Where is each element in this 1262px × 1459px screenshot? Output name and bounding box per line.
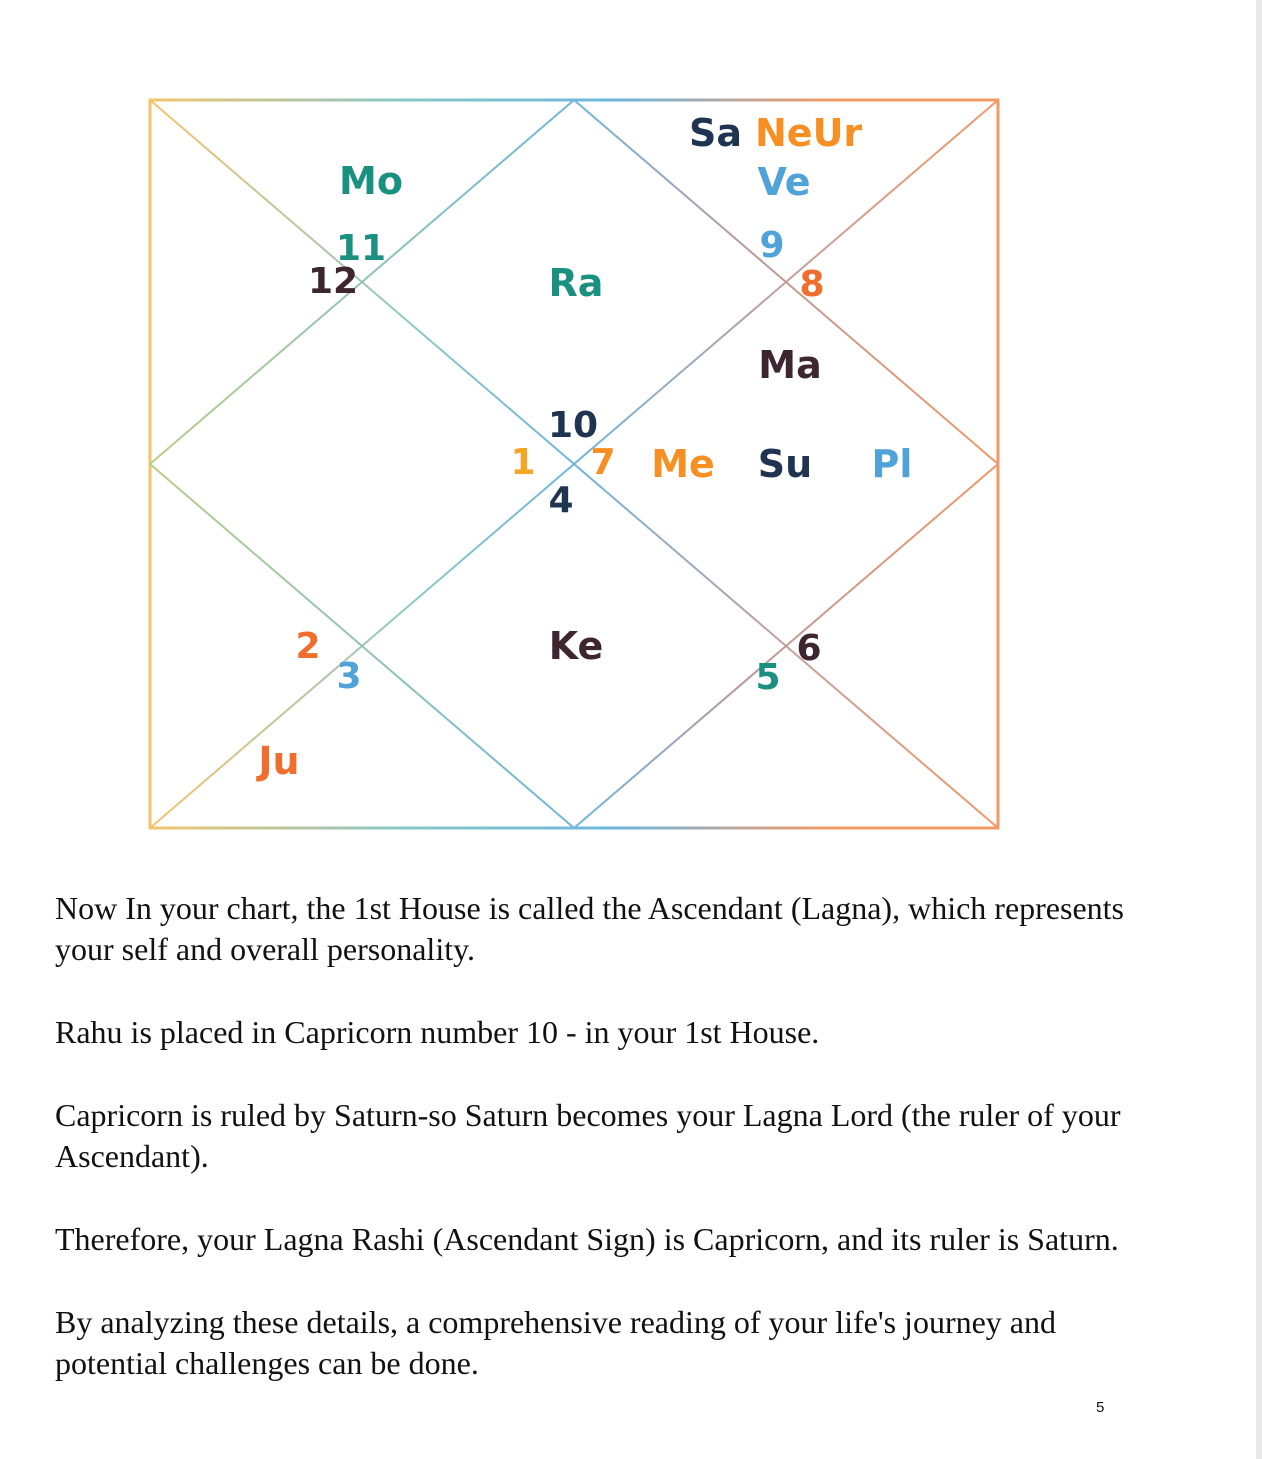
sign-number-3: 3	[336, 656, 362, 697]
planet-saturn: Sa	[689, 111, 743, 155]
planet-rahu: Ra	[548, 261, 604, 305]
sign-number-12: 12	[307, 261, 359, 302]
sign-number-5: 5	[755, 657, 781, 698]
planet-venus: Ve	[757, 160, 811, 204]
paragraph-lagna-rashi: Therefore, your Lagna Rashi (Ascendant Sign) is Capricorn, and its ruler is Saturn.	[55, 1221, 1119, 1257]
planet-jupiter: Ju	[258, 739, 300, 783]
page-edge	[1256, 0, 1262, 1459]
planet-mars: Ma	[758, 343, 822, 387]
sign-number-11: 11	[335, 228, 387, 269]
paragraph-lagna-lord: Capricorn is ruled by Saturn-so Saturn becomes your Lagna Lord (the ruler of your Ascendant).	[55, 1097, 1121, 1174]
planet-mercury: Me	[651, 442, 715, 486]
sign-number-1: 1	[510, 442, 536, 483]
sign-number-7: 7	[590, 442, 616, 483]
sign-number-10: 10	[547, 405, 599, 446]
planet-neptune-uranus: NeUr	[755, 111, 863, 155]
planet-moon: Mo	[339, 159, 403, 203]
sign-number-8: 8	[799, 264, 825, 305]
paragraph-rahu: Rahu is placed in Capricorn number 10 - in your 1st House.	[55, 1014, 820, 1050]
sign-number-4: 4	[548, 480, 574, 521]
sign-number-6: 6	[796, 628, 822, 669]
sign-number-2: 2	[295, 626, 321, 667]
paragraph-ascendant: Now In your chart, the 1st House is called the Ascendant (Lagna), which represents your self and overall personality.	[55, 890, 1124, 967]
sign-number-9: 9	[759, 225, 785, 266]
planet-ketu: Ke	[548, 624, 604, 668]
planet-sun: Su	[757, 442, 813, 486]
planet-pluto: Pl	[871, 442, 913, 486]
chart-explanation	[55, 888, 1145, 1426]
paragraph-conclusion: By analyzing these details, a comprehensive reading of your life's journey and potential challenges can be done.	[55, 1304, 1056, 1381]
page-number: 5	[1096, 1399, 1105, 1416]
